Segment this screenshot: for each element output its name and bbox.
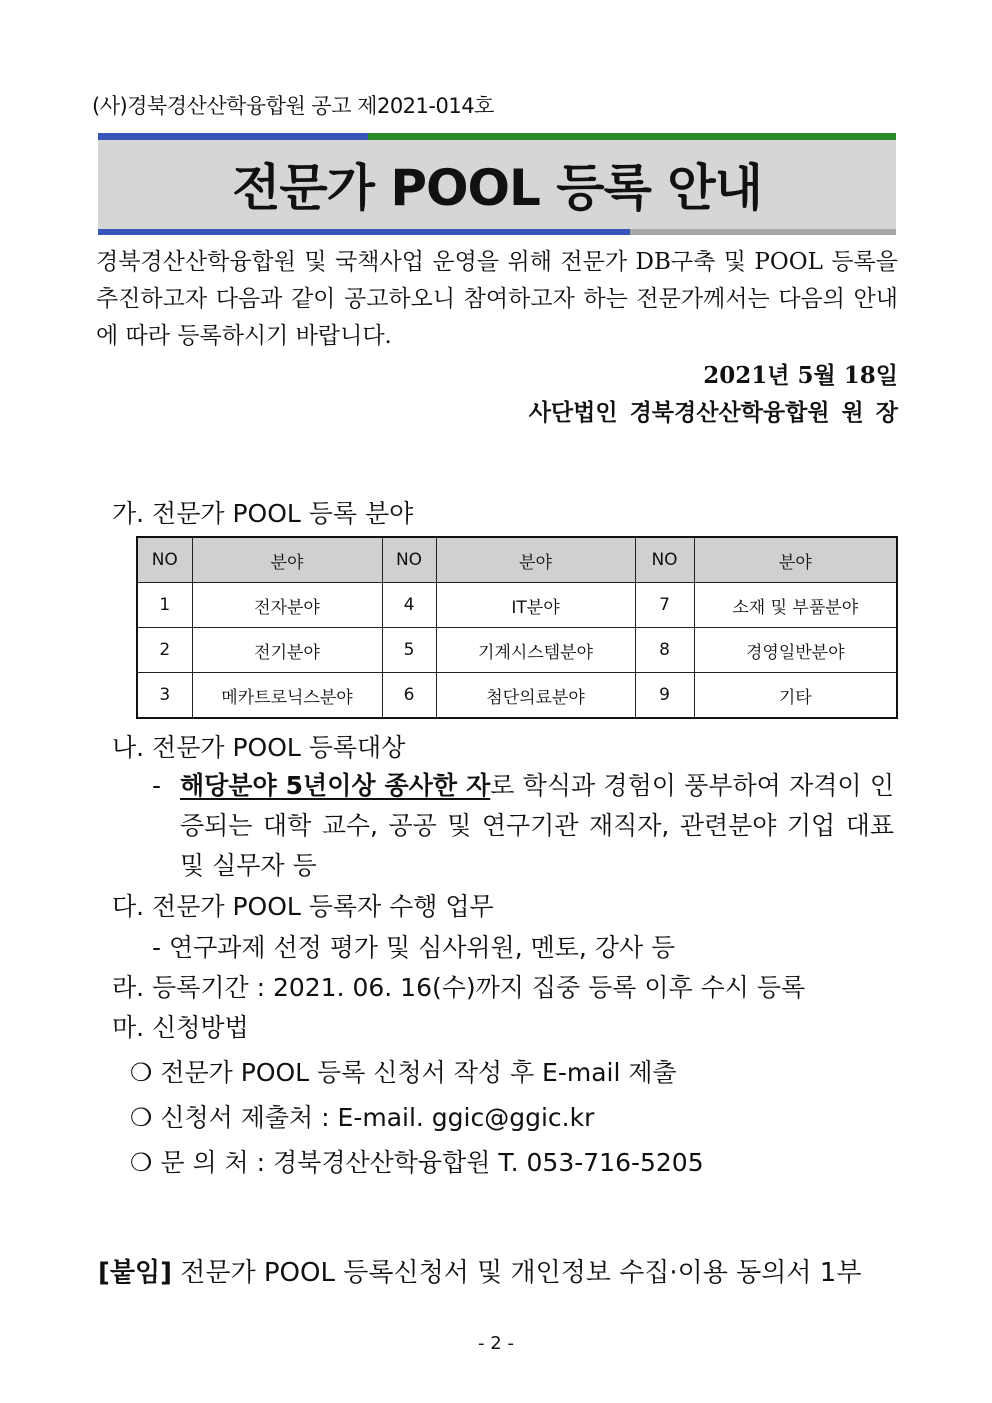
section-a-heading: 가. 전문가 POOL 등록 분야 [112, 499, 414, 528]
table-cell: 전자분야 [192, 583, 382, 628]
table-header-cell: 분야 [192, 537, 382, 583]
notice-date: 2021년 5월 18일 [703, 362, 898, 389]
table-cell: 기타 [694, 673, 897, 719]
table-header-cell: NO [137, 537, 192, 583]
section-b-item [152, 766, 894, 886]
title-accent-bar-blue [98, 133, 368, 140]
fields-table [136, 536, 898, 719]
table-cell: 9 [635, 673, 694, 719]
table-cell: 8 [635, 628, 694, 673]
highlight-text: 해당분야 5년이상 종사한 자 [180, 771, 491, 800]
table-cell: 기계시스템분야 [436, 628, 635, 673]
table-header-cell: 분야 [436, 537, 635, 583]
table-cell: IT분야 [436, 583, 635, 628]
table-cell: 2 [137, 628, 192, 673]
title-accent-bar-blue-bottom [98, 229, 630, 235]
table-cell: 1 [137, 583, 192, 628]
list-item: ❍ 문 의 처 : 경북경산산학융합원 T. 053-716-5205 [130, 1148, 704, 1177]
table-cell: 3 [137, 673, 192, 719]
table-cell: 7 [635, 583, 694, 628]
table-header-cell: NO [635, 537, 694, 583]
table-cell: 첨단의료분야 [436, 673, 635, 719]
intro-paragraph: 경북경산산학융합원 및 국책사업 운영을 위해 전문가 DB구축 및 POOL 등록을 추진하고자 다음과 같이 공고하오니 참여하고자 하는 전문가께서는 다음의 안내에 따라 등록하시기 바랍니다. [96, 249, 898, 349]
section-c-heading: 다. 전문가 POOL 등록자 수행 업무 [112, 892, 494, 921]
table-cell: 5 [382, 628, 436, 673]
table-cell: 경영일반분야 [694, 628, 897, 673]
title-accent-bar-gray-bottom [630, 229, 896, 235]
table-cell: 전기분야 [192, 628, 382, 673]
table-row [137, 628, 897, 673]
title-accent-bar-green [368, 133, 896, 140]
table-row [137, 583, 897, 628]
table-cell: 4 [382, 583, 436, 628]
attachment-label: [붙임] [98, 1258, 172, 1288]
table-cell: 메카트로닉스분야 [192, 673, 382, 719]
list-item: ❍ 전문가 POOL 등록 신청서 작성 후 E-mail 제출 [130, 1058, 677, 1087]
table-header-cell: NO [382, 537, 436, 583]
attachment-text: 전문가 POOL 등록신청서 및 개인정보 수집·이용 동의서 1부 [172, 1258, 862, 1288]
section-b-heading: 나. 전문가 POOL 등록대상 [112, 733, 406, 762]
dash-marker: - [152, 771, 162, 800]
table-row [137, 673, 897, 719]
attachment-line [98, 1252, 861, 1289]
table-header-cell: 분야 [694, 537, 897, 583]
notice-number: (사)경북경산산학융합원 공고 제2021-014호 [92, 94, 494, 118]
table-header-row [137, 537, 897, 583]
page-number: - 2 - [478, 1333, 514, 1354]
section-c-item: - 연구과제 선정 평가 및 심사위원, 멘토, 강사 등 [152, 933, 676, 962]
notice-signer: 사단법인 경북경산산학융합원 원 장 [528, 399, 898, 426]
item-text: 로 학식과 경험이 풍부하여 자격이 인증되는 대학 교수, 공공 및 연구기관 재직자, 관련분야 기업 대표 및 실무자 등 [180, 771, 894, 880]
page-title: 전문가 POOL 등록 안내 [232, 159, 762, 217]
table-cell: 소재 및 부품분야 [694, 583, 897, 628]
table-cell: 6 [382, 673, 436, 719]
section-e-heading: 마. 신청방법 [112, 1013, 249, 1042]
list-item: ❍ 신청서 제출처 : E-mail. ggic@ggic.kr [130, 1103, 595, 1132]
section-d-heading: 라. 등록기간 : 2021. 06. 16(수)까지 집중 등록 이후 수시 등록 [112, 973, 806, 1002]
